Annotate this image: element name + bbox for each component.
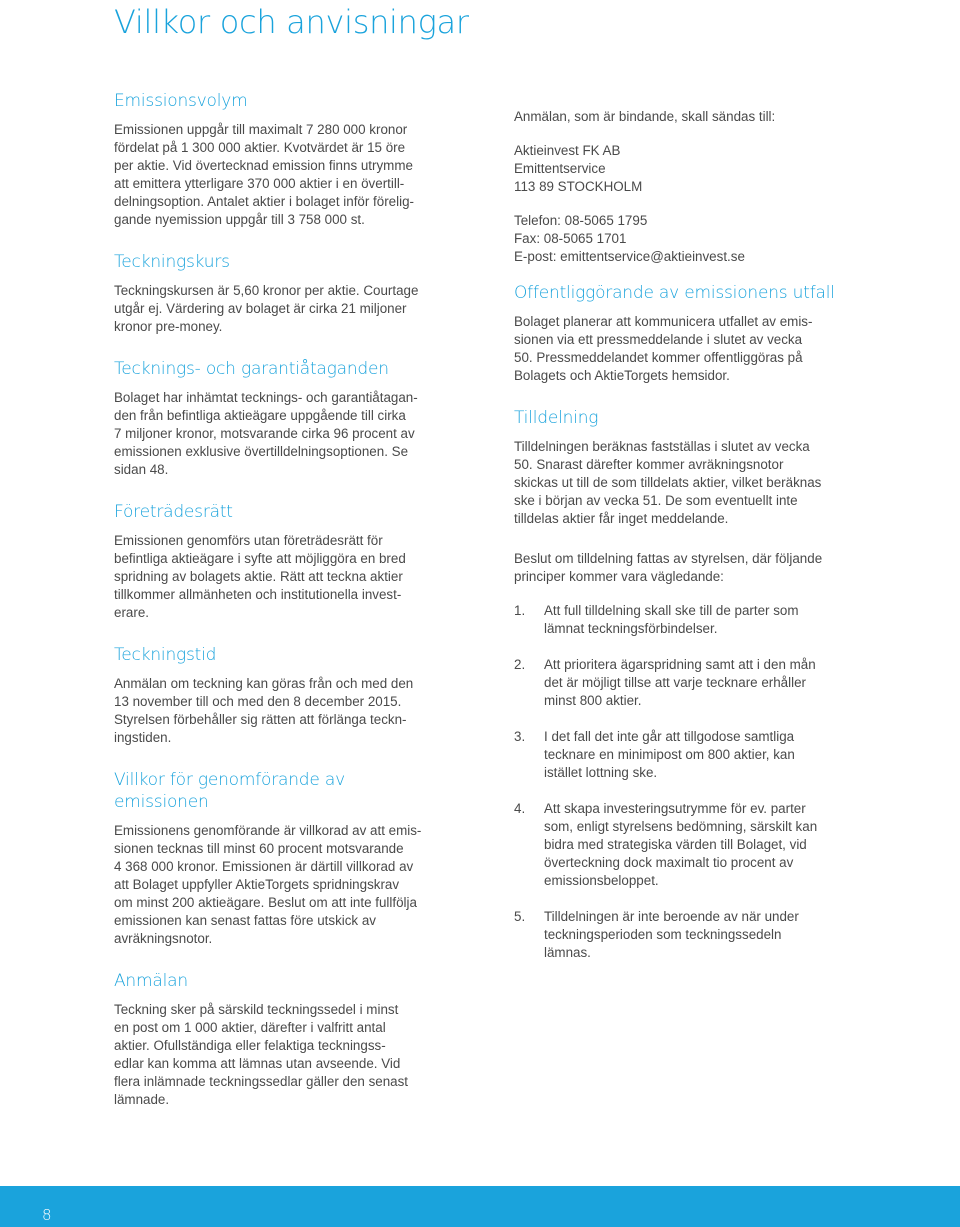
list-item <box>514 602 844 638</box>
left-column <box>114 90 442 1131</box>
section-heading: Teckningskurs <box>114 252 230 272</box>
page-number: 8 <box>42 1206 52 1224</box>
footer-bar <box>0 1186 960 1227</box>
list-item <box>514 800 844 890</box>
list-number: 1. <box>514 603 526 618</box>
section-garantiataganden <box>114 358 442 479</box>
section-body: Teckningskursen är 5,60 kronor per aktie. Courtage utgår ej. Värdering av bolaget är cirka 21 miljoner kronor pre-money. <box>114 283 419 334</box>
section-heading: Emissionsvolym <box>114 91 248 111</box>
section-heading: Företrädesrätt <box>114 502 233 522</box>
section-heading: Teckningstid <box>114 645 217 665</box>
section-body: Emissionen genomförs utan företrädesrätt för befintliga aktieägare i syfte att möjliggöra en bred spridning av bolagets aktie. Rätt att teckna aktier tillkommer allmänheten och institutionella invest- erare. <box>114 533 406 620</box>
section-teckningstid <box>114 644 442 747</box>
section-heading: Anmälan <box>114 971 188 991</box>
section-foretradesratt <box>114 501 442 622</box>
section-emissionsvolym <box>114 90 442 229</box>
list-text: Tilldelningen är inte beroende av när under teckningsperioden som teckningssedeln lämnas. <box>544 909 799 960</box>
section-teckningskurs <box>114 251 442 336</box>
section-heading: Offentliggörande av emissionens utfall <box>514 283 835 303</box>
section-body: Emissionens genomförande är villkorad av att emis- sionen tecknas till minst 60 procent motsvarande 4 368 000 kronor. Emissionen är därtill villkorad av att Bolaget uppfyller AktieTorgets spridningskrav om minst 200 aktieägare. Beslut om att inte fullfölja emissionen kan senast fattas före utskick av avräkningsnotor. <box>114 823 422 946</box>
section-heading: Tilldelning <box>514 408 599 428</box>
list-number: 5. <box>514 909 526 924</box>
page-title: Villkor och anvisningar <box>114 3 469 41</box>
principles-intro: Beslut om tilldelning fattas av styrelsen, där följande principer kommer vara vägledande: <box>514 551 823 584</box>
allocation-principles-list <box>514 602 844 962</box>
list-text: Att full tilldelning skall ske till de parter som lämnat teckningsförbindelser. <box>544 603 799 636</box>
section-body: Anmälan om teckning kan göras från och med den 13 november till och med den 8 december 2015. Styrelsen förbehåller sig rätten att förlänga teckn- ingstiden. <box>114 676 414 745</box>
list-number: 2. <box>514 657 526 672</box>
section-heading: Villkor för genomförande av emissionen <box>114 770 345 812</box>
list-number: 4. <box>514 801 526 816</box>
list-text: Att skapa investeringsutrymme för ev. parter som, enligt styrelsens bedömning, särskilt kan bidra med strategiska värden till Bolaget, vid överteckning dock maximalt tio procent av emissionsbeloppet. <box>544 801 818 888</box>
section-body: Bolaget har inhämtat tecknings- och garantiåtagan- den från befintliga aktieägare uppgående till cirka 7 miljoner kronor, motsvarande cirka 96 procent av emissionen exklusive övertilldelningsoptionen. Se sidan 48. <box>114 390 418 477</box>
section-villkor-genomforande <box>114 769 442 948</box>
section-body: Teckning sker på särskild teckningssedel i minst en post om 1 000 aktier, därefter i valfritt antal aktier. Ofullständiga eller felaktiga teckningss- edlar kan komma att lämnas utan avseende. Vid flera inlämnade teckningssedlar gäller den senast lämnade. <box>114 1002 409 1107</box>
section-body: Tilldelningen beräknas fastställas i slutet av vecka 50. Snarast därefter kommer avräkningsnotor skickas ut till de som tilldelats aktier, vilket beräknas ske i början av vecka 51. De som eventuellt inte tilldelas aktier får inget meddelande. <box>514 439 822 526</box>
section-body: Bolaget planerar att kommunicera utfallet av emis- sionen via ett pressmeddelande i slutet av vecka 50. Pressmeddelandet kommer offentliggöras på Bolagets och AktieTorgets hemsidor. <box>514 314 813 383</box>
submission-intro: Anmälan, som är bindande, skall sändas till: <box>514 109 776 124</box>
list-item <box>514 728 844 782</box>
list-number: 3. <box>514 729 526 744</box>
list-text: I det fall det inte går att tillgodose samtliga tecknare en minimipost om 800 aktier, kan istället lottning ske. <box>544 729 795 780</box>
address-block: Aktieinvest FK AB Emittentservice 113 89 STOCKHOLM <box>514 143 643 194</box>
section-body: Emissionen uppgår till maximalt 7 280 000 kronor fördelat på 1 300 000 aktier. Kvotvärdet är 15 öre per aktie. Vid övertecknad emission finns utrymme att emittera ytterligare 370 000 aktier i en övertill- delningsoption. Antalet aktier i bolaget inför förelig- gande nyemission uppgår till 3 758 000 st. <box>114 122 414 227</box>
list-item <box>514 908 844 962</box>
list-item <box>514 656 844 710</box>
section-tilldelning <box>514 407 844 528</box>
right-column <box>514 108 844 980</box>
section-heading: Tecknings- och garantiåtaganden <box>114 359 389 379</box>
contact-block: Telefon: 08-5065 1795 Fax: 08-5065 1701 E-post: emittentservice@aktieinvest.se <box>514 213 745 264</box>
section-anmalan <box>114 970 442 1109</box>
list-text: Att prioritera ägarspridning samt att i den mån det är möjligt tillse att varje tecknare erhåller minst 800 aktier. <box>544 657 816 708</box>
section-offentliggorande <box>514 282 844 385</box>
